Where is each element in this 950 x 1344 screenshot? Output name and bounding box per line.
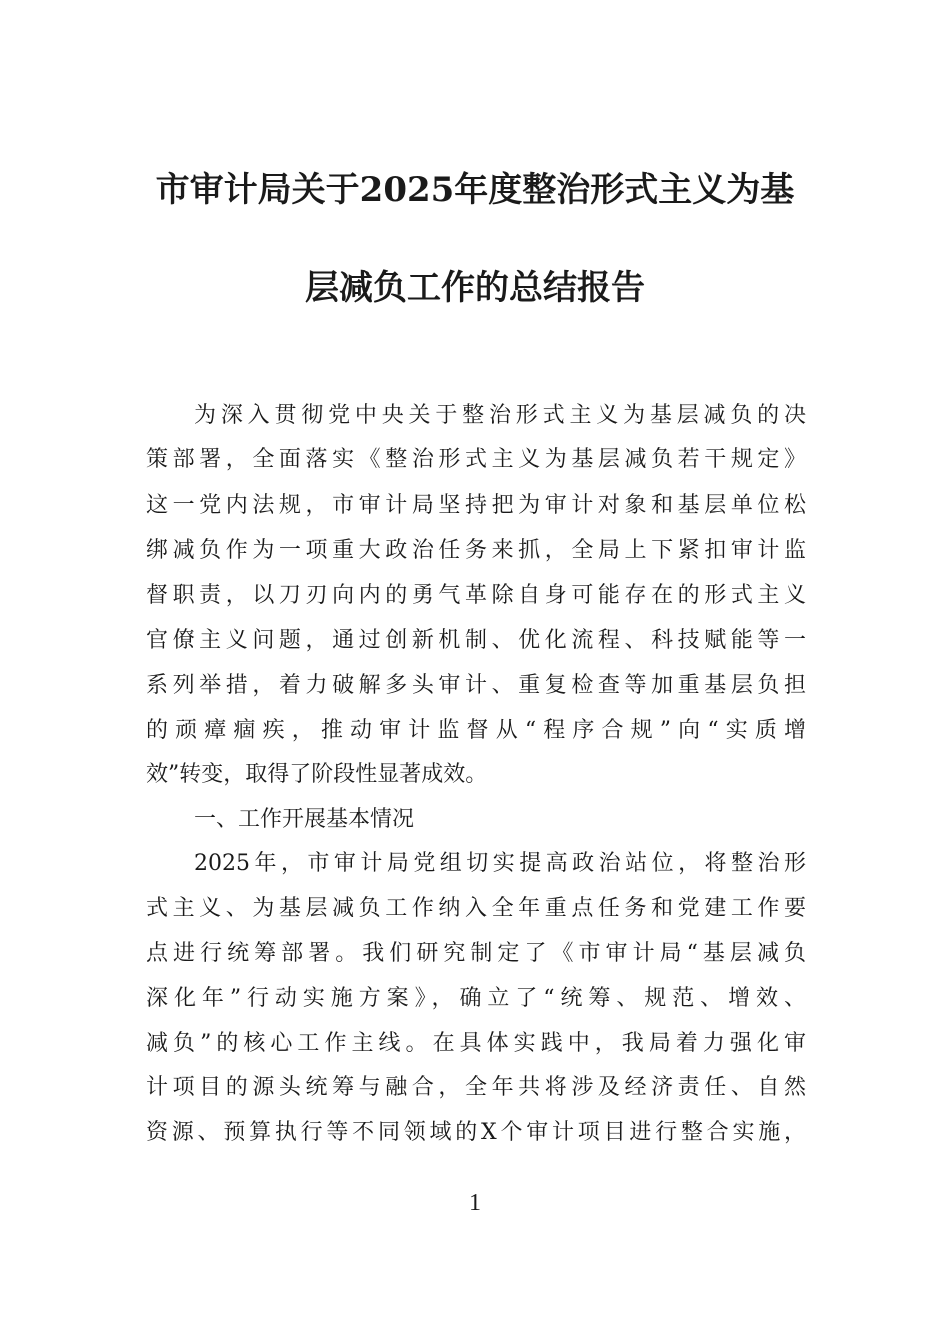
intro-line-9: 效”转变，取得了阶段性显著成效。 xyxy=(146,762,488,787)
section1-line-7: 资源、预算执行等不同领域的X个审计项目进行整合实施， xyxy=(146,1120,806,1145)
section1-line-4: 深化年”行动实施方案》，确立了“统筹、规范、增效、 xyxy=(146,986,806,1011)
section1-line-1: 2025年，市审计局党组切实提高政治站位，将整治形 xyxy=(194,851,806,876)
section1-line-5: 减负”的核心工作主线。在具体实践中，我局着力强化审 xyxy=(146,1031,806,1056)
intro-line-8: 的顽瘴痼疾，推动审计监督从“程序合规”向“实质增 xyxy=(146,718,806,743)
section1-line-6: 计项目的源头统筹与融合，全年共将涉及经济责任、自然 xyxy=(146,1075,806,1100)
section1-line-2: 式主义、为基层减负工作纳入全年重点任务和党建工作要 xyxy=(146,896,806,921)
intro-line-7: 系列举措，着力破解多头审计、重复检查等加重基层负担 xyxy=(146,673,806,698)
intro-line-1: 为深入贯彻党中央关于整治形式主义为基层减负的决 xyxy=(194,403,806,428)
intro-line-2: 策部署，全面落实《整治形式主义为基层减负若干规定》 xyxy=(146,447,806,472)
document-title-line-2: 层减负工作的总结报告 xyxy=(305,268,645,308)
intro-line-3: 这一党内法规，市审计局坚持把为审计对象和基层单位松 xyxy=(146,493,806,518)
section-heading: 一、工作开展基本情况 xyxy=(194,807,415,832)
section1-line-3: 点进行统筹部署。我们研究制定了《市审计局“基层减负 xyxy=(146,941,806,966)
intro-line-6: 官僚主义问题，通过创新机制、优化流程、科技赋能等一 xyxy=(146,628,806,653)
page-number: 1 xyxy=(469,1190,481,1216)
intro-line-4: 绑减负作为一项重大政治任务来抓，全局上下紧扣审计监 xyxy=(146,538,806,563)
intro-line-5: 督职责，以刀刃向内的勇气革除自身可能存在的形式主义 xyxy=(146,583,806,608)
document-title-line-1: 市审计局关于2025年度整治形式主义为基 xyxy=(155,170,795,210)
